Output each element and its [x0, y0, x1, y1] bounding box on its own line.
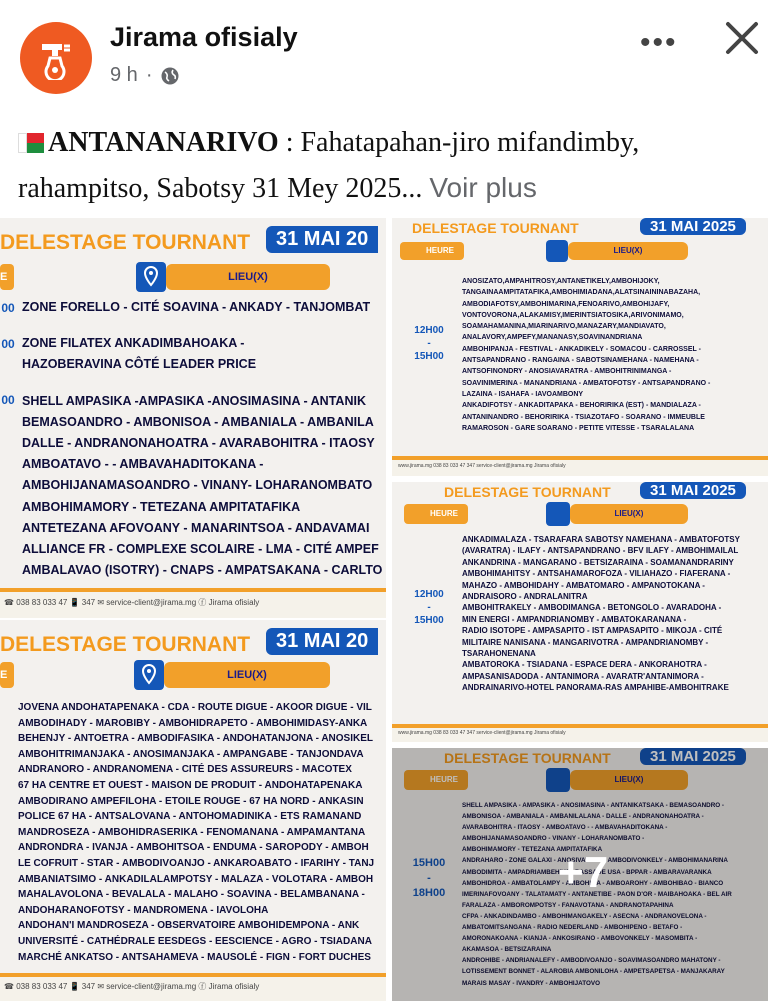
location-line: ANDRANORO - ANDRANOMENA - CITÉ DES ASSUREURS - MACOTEX [18, 764, 352, 776]
location-line: ANKADIFOTSY - ANKADITAPAKA - BEHORIRIKA (EST) - MANDIALAZA - [462, 402, 701, 410]
poster-footer: www.jirama.mg 038 83 033 47 347 service-client@jirama.mg Jirama ofisialy [392, 456, 768, 476]
location-line: AMBOHIMAMORY - TETEZANA AMPITATAFIKA [462, 846, 603, 854]
location-line: AMBALAVAO (ISOTRY) - CNAPS - AMPATSAKANA - CARLTO [22, 563, 383, 578]
location-line: RAMAROSON - GARE SOARANO - PETITE VITESSE - TSARALALANA [462, 424, 695, 432]
heure-header: HEURE [404, 770, 468, 790]
location-line: MARCHÉ ANKATSO - ANTSAHAMEVA - MAUSOLÉ - FIGN - FORT DUCHES [18, 951, 371, 963]
poster-title: DELESTAGE TOURNANT [444, 484, 611, 500]
location-line: MIN ENERGI - AMPANDRIANOMBY - AMBATOKARANANA - [462, 614, 687, 624]
time-start: 12H00 [414, 325, 444, 336]
time-end: 15H00 [414, 615, 444, 626]
location-line: AMBODIRANO AMPEFILOHA - ETOILE ROUGE - 67 HA NORD - ANKASIN [18, 795, 364, 807]
location-line: VONTOVORONA,ALAKAMISY,IMERINTSIATOSIKA,ARIVONIMAMO, [462, 311, 684, 319]
poster-date-badge: 31 MAI 2025 [640, 748, 746, 765]
poster-footer: ☎ 038 83 033 47 📱 347 ✉ service-client@jirama.mg ⓕ Jirama ofisialy [0, 973, 386, 1001]
more-options-button[interactable]: ••• [640, 26, 678, 59]
page-avatar[interactable] [20, 22, 92, 94]
location-line: JOVENA ANDOHATAPENAKA - CDA - ROUTE DIGUE - AKOOR DIGUE - VIL [18, 702, 372, 713]
location-line: ANTETEZANA AFOVOANY - MANARINTSOA - ANDAVAMAI [22, 520, 370, 535]
location-line: ANALAVORY,AMPEFY,MANANASY,SOAVINANDRIANA [462, 334, 643, 342]
poster-title-bar [412, 218, 579, 238]
time-column [0, 298, 16, 410]
time-start: 15H00 [412, 857, 446, 869]
location-line: AKAMASOA - BETSIZARAINA [462, 946, 552, 954]
location-list [22, 297, 382, 581]
location-line: ALLIANCE FR - COMPLEXE SCOLAIRE - LMA - CITÉ AMPEF [22, 542, 379, 557]
post-header [0, 0, 768, 110]
caption-city: ANTANANARIVO [48, 127, 279, 158]
location-pin-icon [546, 240, 568, 262]
close-icon[interactable] [722, 18, 762, 58]
poster-date-badge: 31 MAI 2025 [640, 482, 746, 499]
time-separator: - [427, 602, 431, 613]
globe-icon [160, 66, 180, 86]
separator-dot: · [145, 64, 153, 86]
location-line: AMBOHIPANJA - FESTIVAL - ANKADIKELY - SOMACOU - CARROSSEL - [462, 345, 701, 353]
location-line: (AVARATRA) - ILAFY - ANTSAPANDRANO - BFV ILAFY - AMBOHIMAILAL [462, 546, 739, 556]
location-line: AMBOHIMAMORY - TETEZANA AMPITATAFIKA [22, 499, 301, 514]
madagascar-flag-icon [18, 133, 44, 153]
location-line: ANTANINANDRO - BEHORIRIKA - TSIAZOTAFO - SOARANO - IMMEUBLE [462, 413, 705, 421]
location-list [462, 276, 710, 434]
heure-header: E [0, 264, 14, 290]
more-photos-count[interactable]: +7 [558, 848, 609, 897]
location-line: BEHENJY - ANTOETRA - AMBODIFASIKA - ANDOHATANJONA - ANOSIKEL [18, 733, 374, 745]
location-line: AMBOHIJANAMASOANDRO - VINANY- LOHARANOMBATO [22, 478, 373, 493]
location-line: LE COFRUIT - STAR - AMBODIVOANJO - ANKAROABATO - IFARIHY - TANJ [18, 857, 375, 869]
location-line: HAZOBERAVINA CÔTÉ LEADER PRICE [22, 357, 257, 372]
location-line: ANDRAISORO - ANDRALANITRA [462, 592, 588, 602]
see-more-link[interactable]: Voir plus [429, 172, 537, 203]
location-line: TSARAHONENANA [462, 649, 536, 659]
location-line: AMBOHIMAHITSY - ANTSAHAMAROFOZA - VILIAHAZO - FIAFERANA - [462, 569, 731, 579]
location-line: AMBOHIDROA - AMBATOLAMPY - AMBOHIMA - AMBOAROHY - AMBOHIBAO - BIANCO [462, 879, 724, 887]
location-line: AMORONAKOANA - KIANJA - ANKOSIRANO - AMBOVONKELY - MASOMBITA - [462, 935, 698, 943]
poster-title-bar [0, 628, 250, 662]
location-line: SHELL AMPASIKA - AMPASIKA - ANOSIMASINA - ANTANIKATSAKA - BEMASOANDRO - [462, 802, 725, 809]
location-line: ANOSIZATO,AMPAHITROSY,ANTANETIKELY,AMBOHIJOKY, [462, 278, 660, 285]
lieu-header: LIEU(X) [164, 662, 330, 688]
location-line: AMBONISOA - AMBANIALA - AMBANILALANA - DALLE - ANDRANONAHOATRA - [462, 813, 704, 821]
location-line: DALLE - ANDRANONAHOATRA - AVARABOHITRA - ITAOSY [22, 436, 375, 451]
location-line: MAHAZO - AMBOHIDAHY - AMBATOMARO - AMPANOTOKANA - [462, 580, 705, 590]
location-line: AMBOHITRIMANJAKA - ANOSIMANJAKA - AMPANGABE - TANJONDAVA [18, 748, 364, 760]
location-line: ANKANDRINA - MANGARANO - BETSIZARAINA - SOAMANANDRARINY [462, 557, 734, 567]
location-line: ANDRAHARO - ZONE GALAXI - ANOSIVAVAKA - AMBODIVONKELY - AMBOHIMANARINA [462, 857, 728, 865]
poster-footer: ☎ 038 83 033 47 📱 347 ✉ service-client@jirama.mg ⓕ Jirama ofisialy [0, 588, 386, 618]
location-line: 67 HA CENTRE ET OUEST - MAISON DE PRODUIT - ANDOHATAPENAKA [18, 779, 363, 791]
location-line: FARALAZA - AMBOROMPOTSY - FANAVOTANA - ANDRANOTAPAHINA [462, 901, 674, 909]
location-line: ANDOHAN'I MANDROSEZA - OBSERVATOIRE AMBOHIDEMPONA - ANK [18, 920, 360, 932]
poster-title: DELESTAGE TOURNANT [412, 220, 579, 236]
photo-grid [0, 218, 768, 1001]
location-pin-icon [136, 262, 166, 292]
location-line: IMERINAFOVOANY - TALATAMATY - ANTANETIBE - PAON D'OR - MAIBAHOAKA - BEL AIR [462, 890, 732, 898]
location-line: TANGAINAAMPITATAFIKA,AMBOHIMIADANA,ALATSINAININABAZAHA, [462, 289, 701, 297]
time-label: 00 [1, 393, 15, 407]
location-line: ANKADIMALAZA - TSARAFARA SABOTSY NAMEHANA - AMBATOFOTSY [462, 535, 740, 544]
location-line: ANDOHARANOFOTSY - MANDROMENA - IAVOLOHA [18, 904, 269, 916]
location-line: ANTSAPANDRANO - RANGAINA - SABOTSINAMEHANA - NAMEHANA - [462, 357, 699, 365]
location-line: AMBODIHADY - MAROBIBY - AMBOHIDRAPETO - AMBOHIMIDASY-ANKA [18, 717, 368, 729]
location-pin-icon [134, 660, 164, 690]
location-line: BEMASOANDRO - AMBONISOA - AMBANIALA - AMBANILA [22, 414, 374, 429]
location-line: MAHALAVOLONA - BEVALALA - MALAHO - SOAVINA - BELAMBANANA - [18, 889, 365, 901]
time-separator: - [427, 872, 431, 884]
poster-photo-1[interactable] [0, 218, 386, 618]
time-start: 12H00 [414, 589, 444, 600]
location-line: AMBOHITRAKELY - AMBODIMANGA - BETONGOLO - AVARADOHA - [462, 603, 722, 613]
location-line: LOTISSEMENT BONNET - ALAROBIA AMBONILOHA - AMPETSAPETSA - MANJAKARAY [462, 968, 725, 976]
location-line: CFPA - ANKADINDAMBO - AMBOHIMANGAKELY - ASECNA - ANDRANOVELONA - [462, 912, 707, 920]
post-meta [110, 64, 180, 87]
poster-photo-5[interactable] [392, 748, 768, 1001]
location-line: AMPASANISADODA - ANTANIMORA - AVARATR'ANTANIMORA - [462, 671, 704, 681]
lieu-header: LIEU(X) [570, 770, 688, 790]
location-line: SOAVINIMERINA - MANANDRIANA - AMBATOFOTSY - ANTSAPANDRANO - [462, 379, 711, 387]
time-end: 18H00 [412, 887, 446, 899]
location-line: AMBOHIJANAMASOANDRO - VINANY - LOHARANOMBATO - [462, 835, 645, 843]
time-column [404, 588, 454, 627]
location-line: AMBATOMITSANGANA - RADIO NEDERLAND - AMBOHIPENO - BETAFO - [462, 924, 683, 932]
location-line: SOAMAHAMANINA,MIARINARIVO,MANAZARY,MANDIAVATO, [462, 323, 666, 331]
poster-photo-4[interactable] [0, 620, 386, 1001]
location-line: AMBODIAFOTSY,AMBOHIMARINA,FENOARIVO,AMBOHIJAFY, [462, 300, 670, 308]
location-line: ANTSOFINONDRY - ANOSIAVARATRA - AMBOHITRINIMANGA - [462, 368, 672, 376]
location-line: ZONE FILATEX ANKADIMBAHOAKA - [22, 336, 245, 351]
time-column [406, 324, 452, 363]
location-line: LAZAINA - ISAHAFA - IAVOAMBONY [462, 390, 584, 398]
location-line: UNIVERSITÉ - CATHÉDRALE EESDEGS - EESCIENCE - AGRO - TSIADANA [18, 935, 372, 947]
location-line: AMBATOROKA - TSIADANA - ESPACE DERA - ANKORAHOTRA - [462, 660, 707, 670]
poster-title: DELESTAGE TOURNANT [0, 633, 251, 656]
caption-text: : Fahatapahan-jiro mifandimby, rahampitso, Sabotsy 31 Mey 2025... [18, 127, 640, 204]
location-list [462, 534, 740, 694]
heure-header: HEURE [404, 504, 468, 524]
location-line: ANDRONDRA - IVANJA - AMBOHITSOA - ENDUMA - SAROPODY - AMBOH [18, 842, 369, 854]
location-line: MARAIS MASAY - IVANDRY - AMBOHIJATOVO [462, 979, 600, 987]
location-line: AVARABOHITRA - ITAOSY - AMBOATAVO - - AMBAVAHADITOKANA - [462, 824, 668, 832]
poster-title-bar [0, 226, 250, 260]
jirama-logo-icon [38, 36, 74, 80]
location-line: ANDROHIBE - ANDRIANALEFY - AMBODIVOANJO - SOAVIMASOANDRO MAHATONY - [462, 957, 721, 965]
location-line: MANDROSEZA - AMBOHIDRASERIKA - FENOMANANA - AMPAMANTANA [18, 826, 366, 838]
poster-title: DELESTAGE TOURNANT [444, 750, 611, 766]
time-label: 00 [1, 337, 15, 351]
post-time[interactable]: 9 h [110, 64, 138, 86]
poster-photo-3[interactable] [392, 482, 768, 742]
heure-header: E [0, 662, 14, 688]
location-line: RADIO ISOTOPE - AMPASAPITO - IST AMPASAPITO - MIKOJA - CITÉ [462, 626, 723, 636]
poster-title: DELESTAGE TOURNANT [0, 231, 251, 254]
time-separator: - [427, 338, 431, 349]
poster-date-badge: 31 MAI 20 [266, 226, 378, 253]
location-pin-icon [546, 502, 570, 526]
poster-date-badge: 31 MAI 2025 [640, 218, 746, 235]
poster-footer: www.jirama.mg 038 83 033 47 347 service-client@jirama.mg Jirama ofisialy [392, 724, 768, 742]
time-end: 15H00 [414, 351, 444, 362]
location-list [18, 700, 374, 965]
poster-date-badge: 31 MAI 20 [266, 628, 378, 655]
lieu-header: LIEU(X) [568, 242, 688, 260]
heure-header: HEURE [400, 242, 464, 260]
post-caption [18, 120, 753, 211]
location-line: POLICE 67 HA - ANTSALOVANA - ANTOHOMADINIKA - ETS RAMANAND [18, 811, 362, 823]
lieu-header: LIEU(X) [166, 264, 330, 290]
location-line: ZONE FORELLO - CITÉ SOAVINA - ANKADY - TANJOMBAT [22, 300, 371, 314]
poster-photo-2[interactable] [392, 218, 768, 476]
location-line: AMBOATAVO - - AMBAVAHADITOKANA - [22, 457, 264, 472]
location-line: MILITAIRE NANISANA - MANGARIVOTRA - AMPANDRIANOMBY - [462, 637, 709, 647]
page-name[interactable]: Jirama ofisialy [110, 22, 298, 52]
location-line: ANDRAINARIVO-HOTEL PANORAMA-RAS AMPAHIBE-AMBOHITRAKE [462, 683, 729, 693]
poster-title-bar [444, 482, 611, 502]
location-line: AMBANIATSIMO - ANKADILALAMPOTSY - MALAZA - VOLOTARA - AMBOH [18, 873, 374, 885]
location-line: SHELL AMPASIKA -AMPASIKA -ANOSIMASINA - ANTANIK [22, 393, 366, 408]
location-line: AMBODIMITA - AMPADRIAMBEHIVA - BASSADE USA - BPPAR - AMBARAVARANKA [462, 868, 712, 876]
time-label: 00 [1, 301, 15, 315]
lieu-header: LIEU(X) [570, 504, 688, 524]
